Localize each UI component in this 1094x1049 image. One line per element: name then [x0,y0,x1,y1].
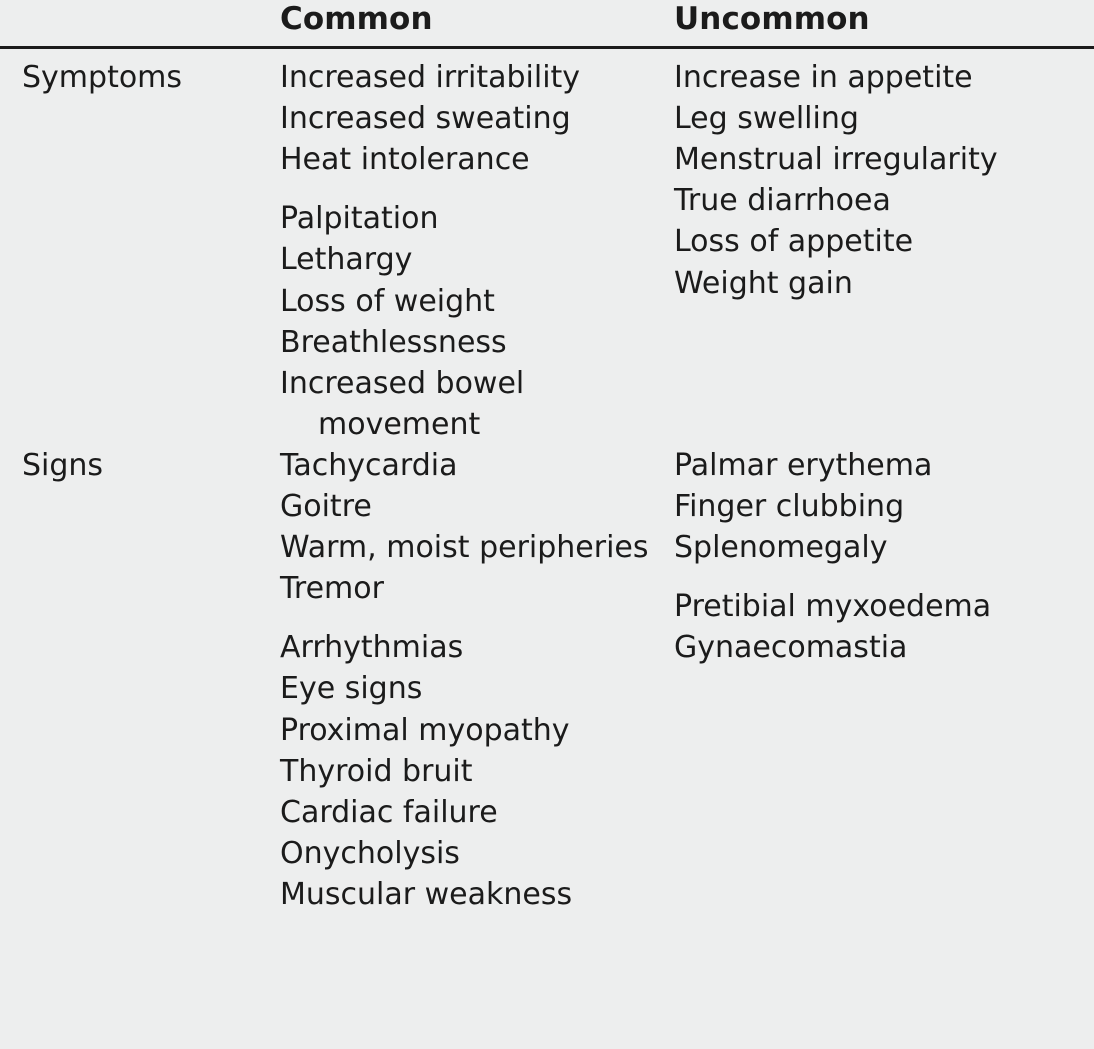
list-item: Increased irritability [280,60,581,96]
list-item: Weight gain [674,265,853,301]
list-item: Goitre [280,489,372,525]
row-label-signs: Signs [22,447,104,483]
list-item: Palmar erythema [674,447,933,483]
table-row [0,445,1094,915]
symptoms-uncommon-list [674,57,1094,304]
signs-uncommon-cell [664,445,1094,915]
list-item: Increased bowel movement [280,365,525,442]
list-item: Leg swelling [674,101,859,137]
list-item: True diarrhoea [674,183,891,219]
signs-common-list [280,445,664,915]
list-item: Arrhythmias [280,630,464,666]
list-item: Heat intolerance [280,142,530,178]
list-item: Proximal myopathy [280,712,570,748]
signs-common-cell [258,445,664,915]
symptoms-uncommon-cell [664,48,1094,445]
list-spacer [280,609,664,627]
list-item: Muscular weakness [280,876,573,912]
list-item: Gynaecomastia [674,630,908,666]
column-header-uncommon: Uncommon [674,1,870,37]
column-header-common: Common [280,1,433,37]
list-item: Warm, moist peripheries [280,530,649,566]
list-spacer [674,568,1094,586]
list-item: Tremor [280,571,384,607]
list-item: Menstrual irregularity [674,142,998,178]
list-item: Onycholysis [280,835,460,871]
list-item: Loss of weight [280,283,495,319]
list-item: Breathlessness [280,324,507,360]
list-item: Palpitation [280,201,439,237]
list-item: Pretibial myxoedema [674,589,992,625]
list-item: Finger clubbing [674,489,905,525]
list-spacer [280,180,664,198]
table-header [0,0,1094,48]
table-header-row [0,0,1094,48]
signs-uncommon-list [674,445,1094,668]
list-item: Cardiac failure [280,794,498,830]
list-item: Loss of appetite [674,224,914,260]
table-body [0,48,1094,915]
list-item: Thyroid bruit [280,753,473,789]
list-item: Tachycardia [280,447,458,483]
row-label-symptoms: Symptoms [22,60,183,96]
list-item: Increase in appetite [674,60,973,96]
list-item: Lethargy [280,242,413,278]
column-header-category [0,0,258,48]
list-item: Splenomegaly [674,530,888,566]
list-item: Eye signs [280,671,423,707]
symptoms-common-cell [258,48,664,445]
list-item: Increased sweating [280,101,571,137]
symptoms-common-list [280,57,664,445]
table-row [0,48,1094,445]
